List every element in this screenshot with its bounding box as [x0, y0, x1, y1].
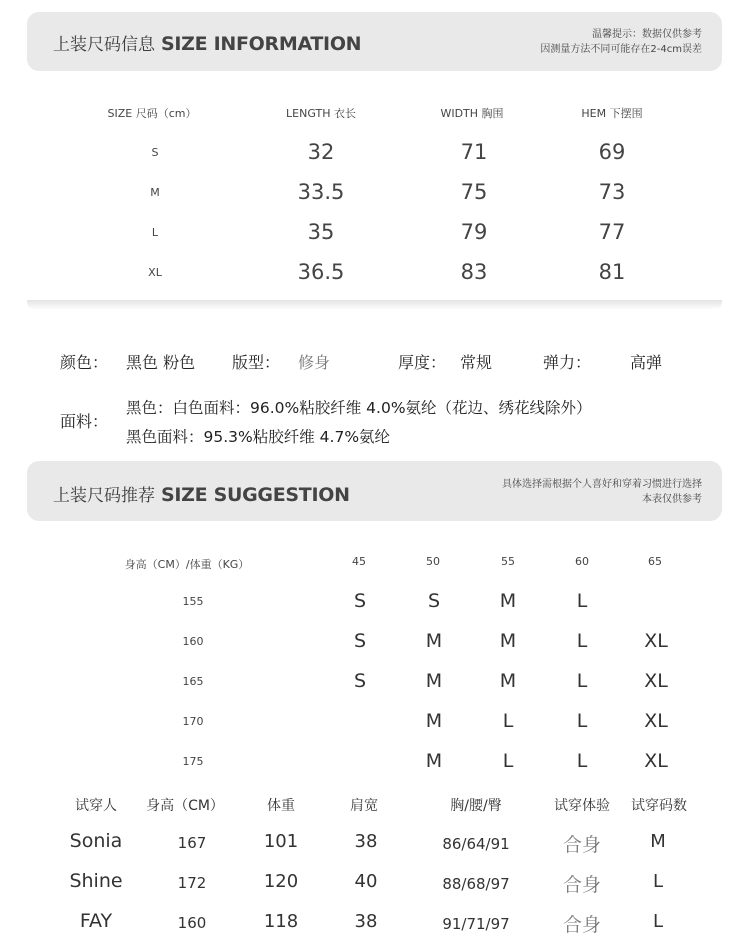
suggested-size: XL — [644, 670, 668, 692]
try-on-header-person: 试穿人 — [75, 798, 117, 814]
suggested-size: M — [425, 710, 443, 732]
height-label: 165 — [182, 675, 204, 688]
suggested-size: M — [425, 750, 443, 772]
size-row-length: 35 — [307, 220, 335, 244]
elastic-label: 弹力： — [543, 353, 592, 372]
height-label: 175 — [182, 755, 204, 768]
suggested-size: L — [576, 670, 588, 692]
weight-header: 45 — [352, 555, 366, 568]
size-info-title-cn: 上装尺码信息 — [53, 35, 155, 55]
size-row-hem: 77 — [598, 220, 626, 244]
try-on-size: L — [652, 871, 664, 892]
height-label: 160 — [182, 635, 204, 648]
try-on-name: Shine — [69, 870, 123, 892]
suggested-size: L — [576, 710, 588, 732]
suggested-size: M — [425, 670, 443, 692]
size-row-label: M — [150, 186, 160, 199]
fit-value: 修身 — [298, 353, 331, 372]
size-header-length: LENGTH 衣长 — [286, 107, 356, 120]
weight-header: 55 — [501, 555, 515, 568]
try-on-header-height: 身高（CM） — [146, 798, 224, 814]
size-suggestion-title-en: SIZE SUGGESTION — [161, 484, 350, 506]
color-value: 黑色 粉色 — [126, 353, 196, 372]
size-suggestion-note-line2: 本表仅供参考 — [642, 494, 702, 505]
suggested-size: M — [499, 630, 517, 652]
suggested-size: L — [502, 750, 514, 772]
thickness-value: 常规 — [460, 353, 493, 372]
height-label: 155 — [182, 595, 204, 608]
size-row-label: S — [151, 146, 159, 159]
fabric-line1: 黑色：白色面料：96.0%粘胶纤维 4.0%氨纶（花边、绣花线除外） — [126, 399, 592, 417]
elastic-value: 高弹 — [630, 353, 663, 372]
try-on-name: FAY — [79, 910, 113, 932]
fabric-label: 面料： — [60, 412, 109, 431]
try-on-header-bwh: 胸/腰/臀 — [450, 798, 502, 814]
try-on-name: Sonia — [69, 830, 123, 852]
height-label: 170 — [182, 715, 204, 728]
size-info-title-en: SIZE INFORMATION — [161, 33, 362, 55]
try-on-height: 160 — [177, 914, 207, 932]
size-info-banner — [27, 12, 722, 71]
size-header-size: SIZE 尺码（cm） — [107, 107, 197, 120]
try-on-header-weight: 体重 — [267, 798, 295, 814]
suggested-size: S — [427, 590, 441, 612]
size-row-hem: 69 — [598, 140, 626, 164]
try-on-experience: 合身 — [562, 914, 602, 936]
size-suggestion-banner — [27, 461, 722, 521]
try-on-weight: 120 — [263, 871, 299, 892]
fabric-line2: 黑色面料：95.3%粘胶纤维 4.7%氨纶 — [126, 428, 391, 446]
size-row-width: 79 — [460, 220, 488, 244]
size-row-label: L — [151, 226, 159, 239]
size-info-title — [53, 30, 361, 55]
suggested-size: S — [353, 670, 367, 692]
try-on-header-shoulder: 肩宽 — [350, 798, 378, 814]
suggested-size: XL — [644, 710, 668, 732]
section-divider — [27, 300, 722, 310]
size-suggestion-note — [502, 477, 702, 507]
try-on-experience: 合身 — [562, 834, 602, 856]
try-on-shoulder: 40 — [354, 871, 378, 892]
suggested-size: L — [576, 750, 588, 772]
try-on-bwh: 86/64/91 — [442, 835, 510, 853]
size-row-hem: 73 — [598, 180, 626, 204]
size-row-label: XL — [148, 266, 162, 279]
try-on-shoulder: 38 — [354, 911, 378, 932]
suggested-size: M — [499, 590, 517, 612]
try-on-size: M — [650, 831, 666, 852]
size-row-width: 71 — [460, 140, 488, 164]
suggested-size: M — [499, 670, 517, 692]
weight-header: 50 — [426, 555, 440, 568]
suggested-size: M — [425, 630, 443, 652]
size-info-note-line2: 因测量方法不同可能存在2-4cm误差 — [540, 44, 702, 55]
size-suggestion-title-cn: 上装尺码推荐 — [53, 486, 155, 506]
try-on-weight: 101 — [263, 831, 299, 852]
suggested-size: L — [576, 630, 588, 652]
color-label: 颜色： — [60, 353, 109, 372]
size-row-length: 33.5 — [297, 180, 345, 204]
size-header-width: WIDTH 胸围 — [440, 107, 504, 120]
try-on-header-size: 试穿码数 — [631, 798, 687, 814]
try-on-bwh: 91/71/97 — [442, 915, 510, 933]
suggested-size: XL — [644, 750, 668, 772]
try-on-experience: 合身 — [562, 874, 602, 896]
size-row-length: 36.5 — [297, 260, 345, 284]
size-header-hem: HEM 下摆围 — [581, 107, 643, 120]
try-on-height: 172 — [177, 874, 207, 892]
size-row-length: 32 — [307, 140, 335, 164]
size-info-note-line1: 温馨提示：数据仅供参考 — [592, 29, 702, 40]
suggested-size: S — [353, 590, 367, 612]
suggested-size: XL — [644, 630, 668, 652]
weight-header: 65 — [648, 555, 662, 568]
suggested-size: S — [353, 630, 367, 652]
try-on-shoulder: 38 — [354, 831, 378, 852]
size-row-hem: 81 — [598, 260, 626, 284]
size-info-note — [540, 27, 702, 57]
thickness-label: 厚度： — [398, 353, 447, 372]
size-row-width: 75 — [460, 180, 488, 204]
try-on-height: 167 — [177, 834, 207, 852]
fit-label: 版型： — [232, 353, 281, 372]
try-on-size: L — [652, 911, 664, 932]
size-suggestion-title — [53, 481, 350, 506]
try-on-header-experience: 试穿体验 — [554, 798, 610, 814]
size-row-width: 83 — [460, 260, 488, 284]
try-on-bwh: 88/68/97 — [442, 875, 510, 893]
suggested-size: L — [576, 590, 588, 612]
size-suggestion-note-line1: 具体选择需根据个人喜好和穿着习惯进行选择 — [502, 479, 702, 490]
suggested-size: L — [502, 710, 514, 732]
weight-header: 60 — [575, 555, 589, 568]
height-weight-header: 身高（CM）/体重（KG） — [124, 558, 250, 571]
try-on-weight: 118 — [263, 911, 299, 932]
